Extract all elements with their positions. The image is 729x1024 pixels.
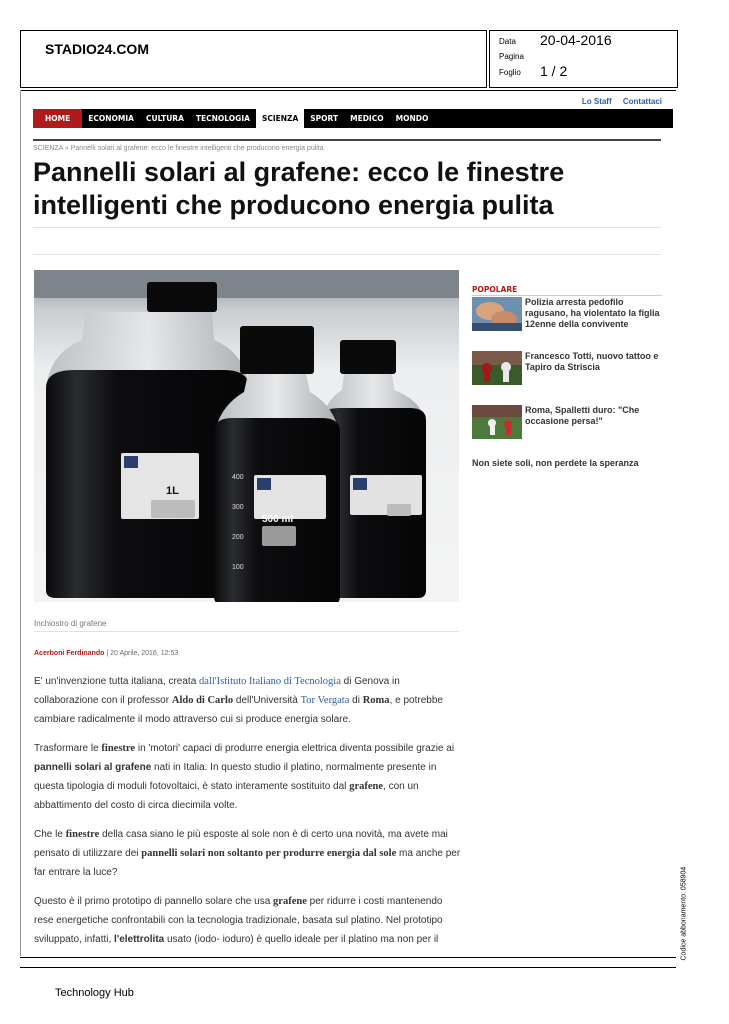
site-name: STADIO24.COM [45, 41, 149, 57]
divider [34, 631, 459, 632]
paragraph-2: Trasformare le finestre in 'motori' capaci di produrre energia elettrica diventa possibile grazie ai pannelli solari al grafene nati in Italia. In questo studio il platino, normalmente presente in questa tipologia di moduli fotovoltaici, è stato interamente sostituito dal grafene, con un abbattimento del costo di circa diecimila volte. [34, 743, 455, 811]
clipping-header-left [20, 30, 487, 88]
popular-title[interactable]: Roma, Spalletti duro: "Che occasione persa!" [525, 405, 640, 426]
bottle-500ml-label: 500 ml [262, 514, 294, 525]
byline [34, 650, 178, 657]
nav-tecnologia[interactable]: TECNOLOGIA [195, 114, 250, 123]
tick-label: 300 [232, 504, 244, 511]
link-lo-staff[interactable]: Lo Staff [581, 97, 612, 106]
tick-label: 200 [232, 534, 244, 541]
data-label: Data [499, 37, 516, 46]
bottle-1l-label: 1L [166, 485, 179, 497]
nav-sport[interactable]: SPORT [310, 114, 339, 123]
nav-cultura[interactable]: CULTURA [145, 114, 184, 123]
paragraph-4: Questo è il primo prototipo di pannello solare che usa grafene per ridurre i costi mantenendo rese energetiche confrontabili con la tecnologia tradizionale, basata sul platino. Nel prototipo sviluppato, infatti, l'elettrolita usato (iodo- ioduro) è quello ideale per il platino ma non per il [34, 896, 443, 945]
top-links [573, 97, 662, 106]
link-iit[interactable]: dall'Istituto Italiano di Tecnologia [199, 676, 341, 687]
nav-economia[interactable]: ECONOMIA [88, 114, 134, 123]
divider [33, 254, 661, 255]
frame-left-border [20, 90, 21, 956]
photo-caption: Inchiostro di grafene [34, 619, 107, 628]
link-contattaci[interactable]: Contattaci [622, 97, 662, 106]
popular-thumbnail[interactable] [472, 297, 522, 331]
publish-date: 20 Aprile, 2016, 12:53 [110, 650, 179, 657]
popular-thumbnail[interactable] [472, 405, 522, 439]
byline-separator: | [104, 650, 111, 657]
article-photo [34, 270, 459, 602]
author-name[interactable]: Acerboni Ferdinando [34, 650, 105, 657]
foglio-value: 1 / 2 [540, 63, 568, 79]
nav-divider [33, 139, 661, 141]
paragraph-1: E' un'invenzione tutta italiana, creata dall'Istituto Italiano di Tecnologia di Genova in collaborazione con il professor Aldo di Carlo dell'Università Tor Vergata di Roma, e potrebbe cambiare radicalmente il modo attraverso cui si produce energia solare. [34, 676, 443, 725]
subscription-code: Codice abbonamento: 058904 [680, 866, 688, 961]
breadcrumb[interactable]: SCIENZA » Pannelli solari al grafene: ecco le finestre intelligenti che producono energia pulita [33, 145, 324, 152]
clipping-header-right [489, 30, 678, 88]
pagina-label: Pagina [499, 52, 524, 61]
link-tor-vergata[interactable]: Tor Vergata [300, 695, 350, 706]
article-title: Pannelli solari al grafene: ecco le finestre intelligenti che producono energia pulita [33, 157, 565, 220]
tick-label: 400 [232, 474, 244, 481]
divider [33, 227, 661, 228]
graphene-ink-bottles-image [34, 270, 459, 602]
foglio-label: Foglio [499, 68, 521, 77]
popolare-heading: POPOLARE [472, 285, 518, 294]
nav-scienza[interactable]: SCIENZA [256, 109, 304, 128]
nav-medico[interactable]: MEDICO [350, 114, 384, 123]
article-body [34, 672, 464, 959]
frame-bottom-border [20, 967, 676, 968]
nav-mondo[interactable]: MONDO [395, 114, 429, 123]
popular-title[interactable]: Francesco Totti, nuovo tattoo e Tapiro da Striscia [525, 351, 659, 372]
data-value: 20-04-2016 [540, 32, 612, 48]
popular-title[interactable]: Polizia arresta pedofilo ragusano, ha violentato la figlia 12enne della convivente [525, 297, 660, 329]
tick-label: 100 [232, 564, 244, 571]
sidebar-link[interactable]: Non siete soli, non perdete la speranza [472, 458, 639, 468]
popular-thumbnail[interactable] [472, 351, 522, 385]
paragraph-3: Che le finestre della casa siano le più esposte al sole non è di certo una novità, ma avete mai pensato di utilizzare dei pannelli solari non soltanto per produrre energia dal sole ma anche per far entrare la luce? [34, 829, 461, 878]
popolare-divider [472, 295, 662, 296]
main-nav [33, 109, 673, 128]
nav-home[interactable]: HOME [33, 109, 82, 128]
footer-source: Technology Hub [55, 987, 134, 999]
